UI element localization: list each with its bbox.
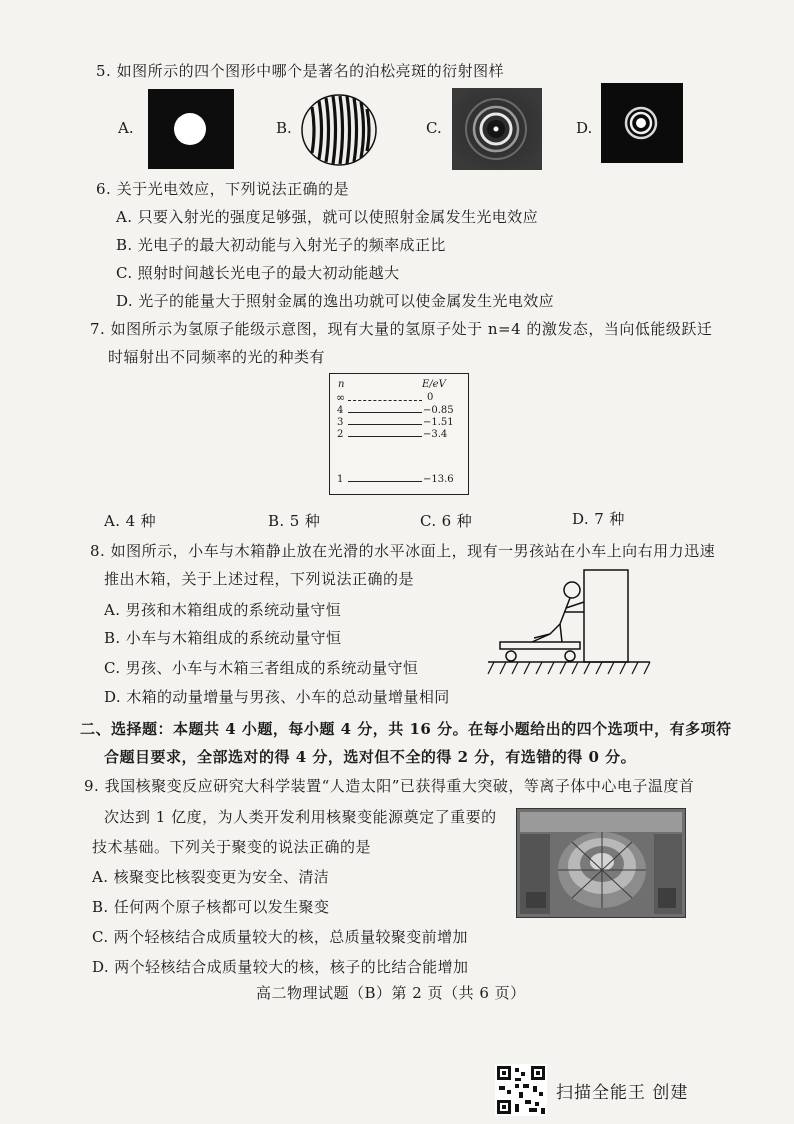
q9-option-d: D. 两个轻核结合成质量较大的核，核子的比结合能增加 (92, 958, 469, 976)
qr-code-icon (495, 1064, 547, 1116)
level-line-4 (348, 412, 422, 413)
q9-stem-line2: 次达到 1 亿度，为人类开发利用核聚变能源奠定了重要的 (104, 808, 497, 826)
q9-tokamak-photo (516, 808, 686, 918)
q7-stem-line2: 时辐射出不同频率的光的种类有 (108, 348, 326, 366)
q6-option-a: A. 只要入射光的强度足够强，就可以使照射金属发生光电效应 (116, 208, 538, 226)
level-n-inf: ∞ (336, 391, 346, 404)
q5-label-a: A. (118, 119, 134, 137)
scanner-watermark: 扫描全能王 创建 (556, 1083, 689, 1103)
level-e-4: −0.85 (423, 405, 454, 416)
level-e-1: −13.6 (423, 474, 454, 485)
section2-heading-line1: 二、选择题：本题共 4 小题，每小题 4 分，共 16 分。在每小题给出的四个选项中，有多项符 (80, 720, 732, 738)
level-e-3: −1.51 (423, 417, 454, 428)
q5-label-b: B. (276, 119, 292, 137)
q5-figure-c-poisson-spot (452, 88, 542, 170)
q5-label-c: C. (426, 119, 442, 137)
level-e-inf: 0 (427, 392, 434, 403)
level-line-2 (348, 436, 422, 437)
q7-option-d: D. 7 种 (572, 510, 625, 528)
q5-figure-a-bright-disk (148, 89, 234, 169)
energy-diagram-e-header: E/eV (422, 379, 446, 390)
q8-stem-line2: 推出木箱，关于上述过程，下列说法正确的是 (104, 570, 415, 588)
q5-figure-b-fringes (300, 93, 378, 167)
q8-option-c: C. 男孩、小车与木箱三者组成的系统动量守恒 (104, 659, 419, 677)
q8-boy-cart-box-figure (484, 568, 654, 692)
q9-option-b: B. 任何两个原子核都可以发生聚变 (92, 898, 330, 916)
section2-heading-line2: 合题目要求，全部选对的得 4 分，选对但不全的得 2 分，有选错的得 0 分。 (104, 748, 637, 766)
level-n-1: 1 (337, 474, 344, 485)
level-n-4: 4 (337, 405, 344, 416)
q6-option-d: D. 光子的能量大于照射金属的逸出功就可以使金属发生光电效应 (116, 292, 555, 310)
q8-option-d: D. 木箱的动量增量与男孩、小车的总动量增量相同 (104, 688, 450, 706)
q8-stem-line1: 8. 如图所示，小车与木箱静止放在光滑的水平冰面上，现有一男孩站在小车上向右用力迅速 (90, 542, 716, 560)
q7-option-a: A. 4 种 (104, 512, 157, 530)
page-footer: 高二物理试题（B）第 2 页（共 6 页） (256, 984, 526, 1002)
q7-option-c: C. 6 种 (420, 512, 473, 530)
q9-option-a: A. 核聚变比核裂变更为安全、清洁 (92, 868, 330, 886)
level-n-2: 2 (337, 429, 344, 440)
level-n-3: 3 (337, 417, 344, 428)
q8-option-a: A. 男孩和木箱组成的系统动量守恒 (104, 601, 342, 619)
q7-option-b: B. 5 种 (268, 512, 321, 530)
level-line-1 (348, 481, 422, 482)
q7-stem-line1: 7. 如图所示为氢原子能级示意图，现有大量的氢原子处于 n=4 的激发态，当向低能级跃迁 (90, 320, 713, 338)
q5-label-d: D. (576, 119, 593, 137)
q9-option-c: C. 两个轻核结合成质量较大的核，总质量较聚变前增加 (92, 928, 468, 946)
energy-diagram-n-header: n (338, 379, 345, 390)
level-e-2: −3.4 (423, 429, 448, 440)
q6-stem: 6. 关于光电效应，下列说法正确的是 (96, 180, 350, 198)
q9-stem-line1: 9. 我国核聚变反应研究大科学装置“人造太阳”已获得重大突破，等离子体中心电子温度首 (84, 777, 695, 795)
level-line-3 (348, 424, 422, 425)
level-line-inf (348, 400, 422, 401)
q5-figure-d-rings (601, 83, 683, 163)
q7-energy-level-diagram (329, 373, 469, 495)
q6-option-c: C. 照射时间越长光电子的最大初动能越大 (116, 264, 400, 282)
q8-option-b: B. 小车与木箱组成的系统动量守恒 (104, 629, 342, 647)
q5-stem: 5. 如图所示的四个图形中哪个是著名的泊松亮斑的衍射图样 (96, 62, 505, 80)
q9-stem-line3: 技术基础。下列关于聚变的说法正确的是 (92, 838, 372, 856)
q6-option-b: B. 光电子的最大初动能与入射光子的频率成正比 (116, 236, 446, 254)
